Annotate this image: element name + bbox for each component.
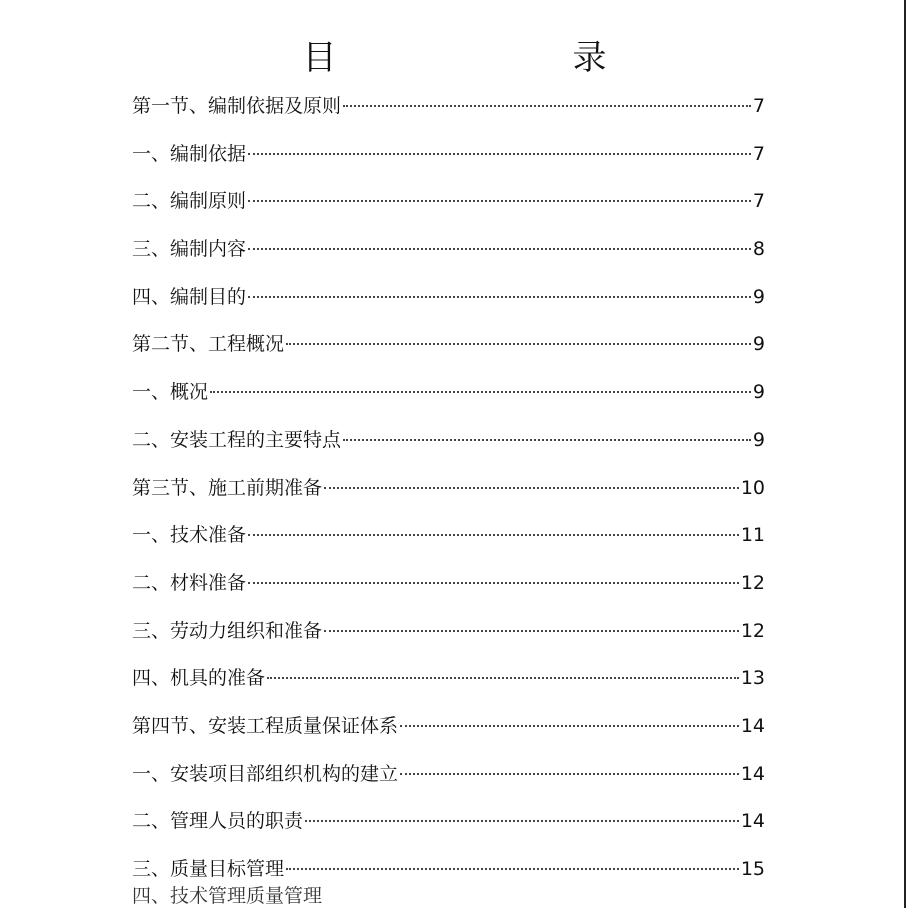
toc-entry-label: 一、技术准备: [132, 524, 247, 547]
toc-title: 目 录: [302, 38, 663, 78]
toc-dot-leader: [343, 437, 751, 441]
toc-dot-leader: [248, 198, 751, 202]
toc-entry-page: 15: [740, 858, 765, 880]
toc-entry-page: 14: [740, 762, 765, 785]
toc-entry-label: 二、编制原则: [132, 190, 247, 213]
toc-dot-leader: [248, 294, 751, 298]
toc-dot-leader: [400, 771, 739, 775]
toc-entry-label: 二、安装工程的主要特点: [132, 428, 342, 451]
toc-dot-leader: [248, 246, 751, 250]
toc-entry[interactable]: [132, 370, 765, 418]
toc-dot-leader: [248, 151, 751, 155]
toc-entry-label: 三、劳动力组织和准备: [132, 619, 323, 642]
toc-entry-page: 9: [752, 428, 765, 451]
toc-entry-page: 7: [752, 95, 765, 117]
toc-dot-leader: [267, 675, 739, 679]
toc-dot-leader: [324, 485, 739, 489]
toc-entry-page: 14: [740, 714, 765, 737]
toc-entry-label: 第二节、工程概况: [132, 333, 285, 356]
toc-entry-label: 一、编制依据: [132, 142, 247, 165]
toc-entry-page: 7: [752, 190, 765, 213]
toc-entry-label: 三、质量目标管理: [132, 858, 285, 880]
toc-entry-label: 四、编制目的: [132, 285, 247, 308]
toc-entry-page: 14: [740, 810, 765, 833]
toc-entry-page: 11: [740, 524, 765, 547]
toc-entry-label: 一、概况: [132, 381, 209, 404]
toc-dot-leader: [343, 103, 751, 107]
toc-entry-page: 12: [740, 571, 765, 594]
toc-dot-leader: [400, 723, 739, 727]
toc-entry[interactable]: [132, 84, 765, 132]
toc-entry-label: 一、安装项目部组织机构的建立: [132, 762, 399, 785]
toc-entry-page: 13: [740, 667, 765, 690]
page-edge: [904, 0, 906, 908]
table-of-contents: [132, 84, 765, 895]
toc-entry-label: 第三节、施工前期准备: [132, 476, 323, 499]
toc-entry-label: 三、编制内容: [132, 238, 247, 261]
toc-entry[interactable]: [132, 513, 765, 561]
toc-dot-leader: [286, 341, 751, 345]
toc-entry[interactable]: [132, 561, 765, 609]
toc-entry-page: 7: [752, 142, 765, 165]
toc-entry-page: 10: [740, 476, 765, 499]
toc-dot-leader: [324, 628, 739, 632]
toc-entry-page: 12: [740, 619, 765, 642]
toc-entry-page: 9: [752, 285, 765, 308]
toc-entry[interactable]: [132, 752, 765, 800]
toc-entry[interactable]: [132, 418, 765, 466]
toc-entry[interactable]: [132, 704, 765, 752]
toc-entry-label: 二、管理人员的职责: [132, 810, 304, 833]
toc-entry-label: 第四节、安装工程质量保证体系: [132, 714, 399, 737]
toc-entry-label: 二、材料准备: [132, 571, 247, 594]
toc-entry[interactable]: [132, 179, 765, 227]
toc-entry-page: 9: [752, 381, 765, 404]
toc-entry-label: 第一节、编制依据及原则: [132, 95, 342, 117]
toc-entry[interactable]: [132, 466, 765, 514]
toc-dot-leader: [210, 389, 751, 393]
toc-entry[interactable]: [132, 609, 765, 657]
toc-entry[interactable]: [132, 799, 765, 847]
toc-entry[interactable]: [132, 656, 765, 704]
toc-entry-label: 四、机具的准备: [132, 667, 266, 690]
toc-entry[interactable]: [132, 227, 765, 275]
toc-entry-partial: [132, 885, 323, 911]
toc-dot-leader: [248, 532, 739, 536]
toc-dot-leader: [248, 580, 739, 584]
toc-entry[interactable]: [132, 322, 765, 370]
toc-entry-partial-label: 四、技术管理质量管理: [132, 885, 323, 907]
toc-dot-leader: [286, 866, 739, 870]
toc-entry[interactable]: [132, 132, 765, 180]
toc-entry-page: 8: [752, 238, 765, 261]
toc-entry-page: 9: [752, 333, 765, 356]
toc-dot-leader: [305, 818, 739, 822]
toc-entry[interactable]: [132, 275, 765, 323]
